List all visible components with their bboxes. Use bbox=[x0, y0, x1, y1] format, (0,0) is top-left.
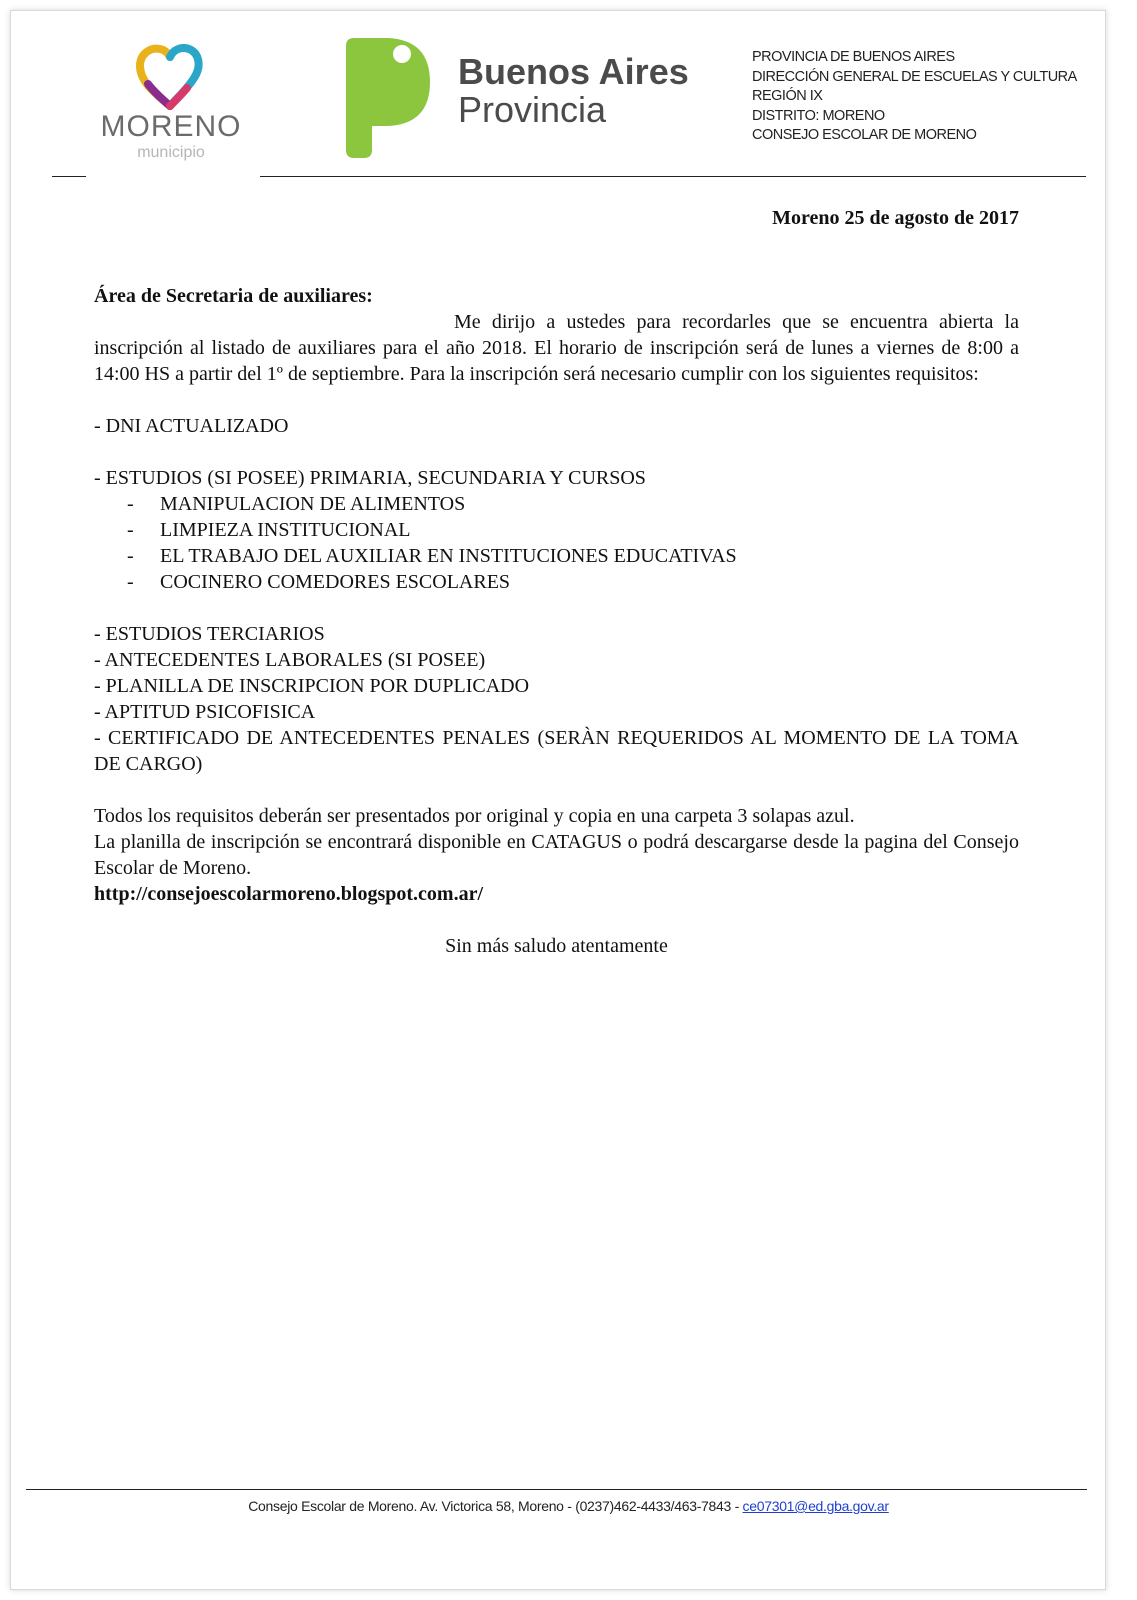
org-line: CONSEJO ESCOLAR DE MORENO bbox=[752, 127, 977, 143]
section-title: Área de Secretaria de auxiliares: bbox=[94, 285, 373, 307]
requirement-item: - ESTUDIOS TERCIARIOS bbox=[94, 623, 325, 645]
org-line: REGIÓN IX bbox=[752, 88, 823, 104]
blog-url[interactable]: http://consejoescolarmoreno.blogspot.com.ar/ bbox=[94, 883, 484, 905]
org-line: DIRECCIÓN GENERAL DE ESCUELAS Y CULTURA bbox=[752, 68, 1077, 85]
requirement-item: - ESTUDIOS (SI POSEE) PRIMARIA, SECUNDARIA Y CURSOS bbox=[94, 467, 646, 489]
letter-date: Moreno 25 de agosto de 2017 bbox=[772, 207, 1019, 229]
list-item: - COCINERO COMEDORES ESCOLARES bbox=[127, 571, 511, 593]
org-line: DISTRITO: MORENO bbox=[752, 107, 885, 124]
list-item: - EL TRABAJO DEL AUXILIAR EN INSTITUCIONES EDUCATIVAS bbox=[127, 545, 737, 567]
requirement-item: - ANTECEDENTES LABORALES (SI POSEE) bbox=[94, 649, 486, 671]
requirement-item: - PLANILLA DE INSCRIPCION POR DUPLICADO bbox=[94, 675, 530, 697]
closing-line: Sin más saludo atentamente bbox=[445, 935, 668, 957]
requirement-item: - CERTIFICADO DE ANTECEDENTES PENALES (SERÀN REQUERIDOS AL MOMENTO DE LA TOMA DE CARGO) bbox=[94, 727, 1019, 775]
list-item: - LIMPIEZA INSTITUCIONAL bbox=[127, 519, 411, 541]
list-item: - MANIPULACION DE ALIMENTOS bbox=[127, 493, 466, 515]
courses-list bbox=[94, 491, 1019, 595]
header-divider bbox=[52, 176, 86, 177]
moreno-logo-sub: municipio bbox=[137, 144, 205, 161]
org-line: PROVINCIA DE BUENOS AIRES bbox=[752, 49, 955, 65]
requirement-item: - DNI ACTUALIZADO bbox=[94, 415, 289, 437]
footer-email-link[interactable]: ce07301@ed.gba.gov.ar bbox=[742, 1498, 889, 1514]
moreno-logo bbox=[96, 44, 246, 164]
ba-logo-title: Buenos Aires bbox=[458, 51, 689, 92]
provincia-p-icon bbox=[338, 32, 434, 162]
requirements-note: Todos los requisitos deberán ser presentados por original y copia en una carpeta 3 solapas azul. bbox=[94, 805, 855, 827]
footer bbox=[0, 1498, 1137, 1514]
letter-body bbox=[94, 283, 1019, 959]
form-availability-note: La planilla de inscripción se encontrará disponible en CATAGUS o podrá descargarse desde la pagina del Consejo Escolar de Moreno. bbox=[94, 831, 1019, 879]
header-divider bbox=[260, 176, 1086, 177]
organization-block bbox=[752, 48, 1077, 146]
footer-address: Consejo Escolar de Moreno. Av. Victorica 58, Moreno - (0237)462-4433/463-7843 - bbox=[248, 1498, 743, 1514]
intro-paragraph: Me dirijo a ustedes para recordarles que se encuentra abierta la inscripción al listado de auxiliares para el año 2018. El horario de inscripción será de lunes a viernes de 8:00 a 14:00 HS a partir del 1º de septiembre. Para la inscripción será necesario cumplir con los siguientes requisitos: bbox=[94, 311, 1019, 385]
moreno-logo-name: MORENO bbox=[100, 110, 242, 143]
footer-divider bbox=[26, 1489, 1087, 1490]
requirement-item: - APTITUD PSICOFISICA bbox=[94, 701, 316, 723]
ba-logo-sub: Provincia bbox=[458, 89, 607, 130]
heart-icon bbox=[134, 44, 206, 110]
